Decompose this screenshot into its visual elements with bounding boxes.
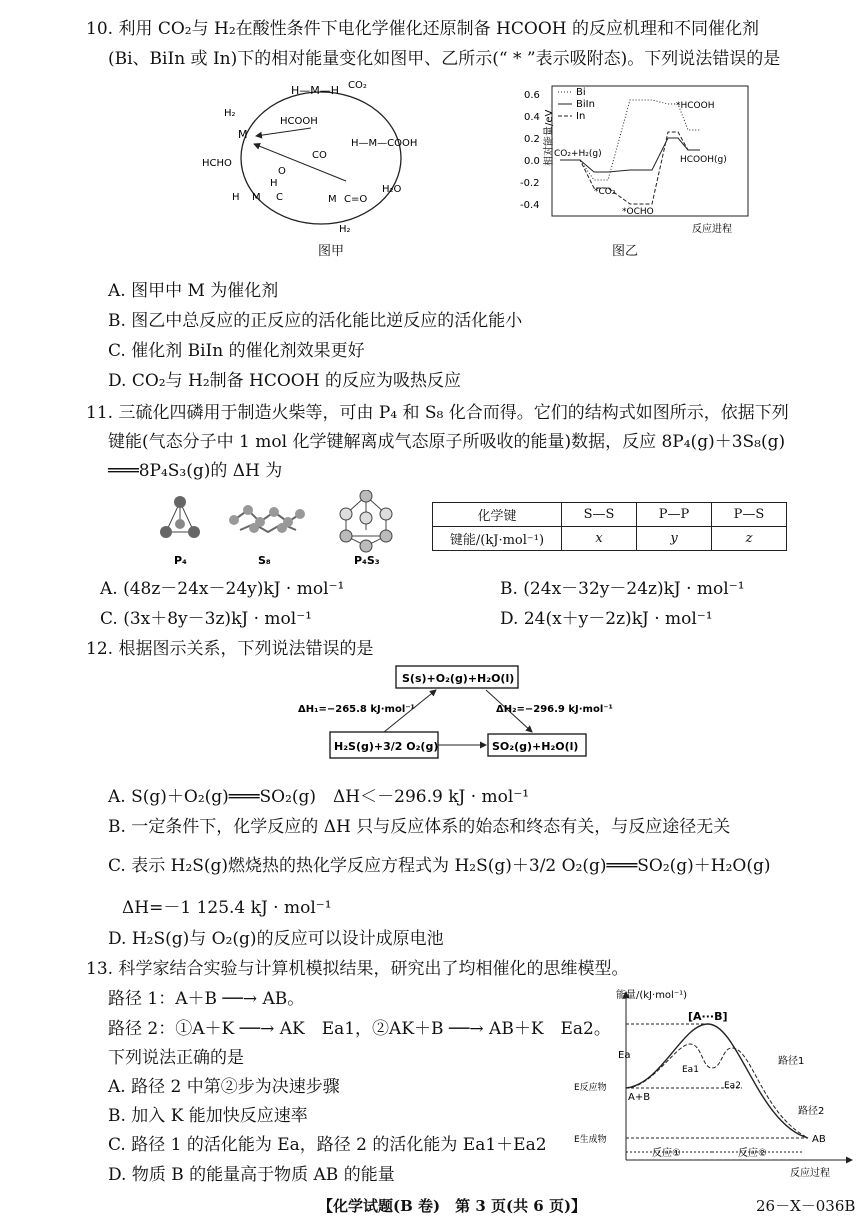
q11-molecule-structures: [150, 490, 410, 568]
q11-option-a[interactable]: A. (48z－24x－24y)kJ · mol⁻¹: [100, 579, 345, 599]
q12-stem: 12. 根据图示关系，下列说法错误的是: [86, 639, 374, 659]
q13-path1-label: 路径1: [778, 1056, 805, 1067]
jia-label-h2-bottom: H₂: [339, 224, 351, 235]
table-row-label: 键能/(kJ·mol⁻¹): [433, 527, 562, 551]
q13-product-label: AB: [812, 1134, 826, 1145]
yi-ann-reactants: CO₂+H₂(g): [554, 149, 602, 159]
q13-energy-diagram: [572, 984, 862, 1180]
table-header-bond: 化学键: [433, 503, 562, 527]
q10-stem-line1: 10. 利用 CO₂与 H₂在酸性条件下电化学催化还原制备 HCOOH 的反应机理和不同催化剂: [86, 19, 759, 39]
hess-right-box: SO₂(g)+H₂O(l): [492, 740, 579, 753]
jia-label-o: O: [278, 166, 286, 177]
yi-ytick-00: 0.0: [524, 156, 540, 167]
q13-stem: 13. 科学家结合实验与计算机模拟结果，研究出了均相催化的思维模型。: [86, 959, 629, 979]
jia-label-hmh: H—M—H: [291, 84, 340, 97]
yi-ytick-02: 0.2: [524, 134, 540, 145]
q10-option-c[interactable]: C. 催化剂 BiIn 的催化剂效果更好: [108, 341, 365, 361]
table-value-z: z: [712, 527, 787, 551]
table-header-pp: P—P: [637, 503, 712, 527]
jia-label-co-bond: C=O: [344, 194, 368, 205]
q12-option-d[interactable]: D. H₂S(g)与 O₂(g)的反应可以设计成原电池: [108, 929, 444, 949]
q13-path1-curve: [626, 1024, 808, 1138]
table-header-ss: S—S: [562, 503, 637, 527]
yi-ylabel: 相对能量/eV: [544, 109, 555, 166]
q13-ea2: Ea2: [724, 1081, 741, 1091]
fig-jia-cycle-diagram: [196, 76, 466, 236]
label-p4: P₄: [174, 554, 187, 567]
q13-e-reactant: E反应物: [574, 1083, 607, 1093]
table-header-ps: P—S: [712, 503, 787, 527]
q10-option-d[interactable]: D. CO₂与 H₂制备 HCOOH 的反应为吸热反应: [108, 371, 461, 391]
q13-path2-label: 路径2: [798, 1106, 825, 1117]
hess-dh1: ΔH₁=−265.8 kJ·mol⁻¹: [298, 704, 415, 715]
q13-ylabel: 能量/(kJ·mol⁻¹): [616, 990, 688, 1001]
q12-option-b[interactable]: B. 一定条件下，化学反应的 ΔH 只与反应体系的始态和终态有关，与反应途径无关: [108, 817, 731, 837]
table-value-y: y: [637, 527, 712, 551]
jia-label-c: C: [276, 192, 283, 203]
fig-yi-energy-chart: [500, 80, 770, 238]
q13-path2: 路径 2：①A＋K ──→ AK Ea1，②AK＋B ──→ AB＋K Ea2。: [108, 1019, 611, 1039]
q13-option-a[interactable]: A. 路径 2 中第②步为决速步骤: [108, 1077, 340, 1097]
footer-page-info: 【化学试题(B 卷) 第 3 页(共 6 页)】: [318, 1197, 587, 1215]
q13-option-d[interactable]: D. 物质 B 的能量高于物质 AB 的能量: [108, 1165, 395, 1185]
hess-dh2: ΔH₂=−296.9 kJ·mol⁻¹: [496, 704, 613, 715]
q13-xlabel: 反应过程: [790, 1168, 830, 1179]
q11-stem-line3: ═══8P₄S₃(g)的 ΔH 为: [108, 461, 283, 481]
jia-label-hcho: HCHO: [202, 158, 232, 169]
label-p4s3: P₄S₃: [354, 554, 380, 567]
footer-code: 26－X－036B: [756, 1197, 856, 1215]
yi-ytick-06: 0.6: [524, 90, 540, 101]
q11-option-b[interactable]: B. (24x－32y－24z)kJ · mol⁻¹: [500, 579, 745, 599]
jia-label-h-left: H: [232, 192, 240, 203]
p4s3-molecule: [340, 490, 392, 552]
q12-hess-diagram: [296, 662, 616, 766]
p4-molecule: [160, 496, 200, 538]
hess-top-box: S(s)+O₂(g)+H₂O(l): [402, 672, 515, 685]
jia-label-hcooh: HCOOH: [280, 116, 318, 127]
jia-label-h2-top: H₂: [224, 108, 236, 119]
jia-label-co2: CO₂: [348, 80, 367, 91]
q13-step2: 反应②: [738, 1148, 767, 1159]
jia-label-hmcooh: H—M—COOH: [351, 138, 418, 149]
yi-ann-ocho: *OCHO: [622, 207, 654, 217]
yi-ytick-04: 0.4: [524, 112, 540, 123]
q12-option-c[interactable]: C. 表示 H₂S(g)燃烧热的热化学反应方程式为 H₂S(g)＋3/2 O₂(g)═══SO₂(g)＋H₂O(g): [108, 856, 771, 876]
yi-ytick-m02: -0.2: [520, 178, 540, 189]
q10-stem-line2: (Bi、BiIn 或 In)下的相对能量变化如图甲、乙所示(“ * ”表示吸附态)。下列说法错误的是: [108, 49, 781, 69]
jia-label-h-mid: H: [270, 178, 278, 189]
q12-option-a[interactable]: A. S(g)＋O₂(g)═══SO₂(g) ΔH＜－296.9 kJ · mol⁻¹: [108, 787, 530, 807]
s8-molecule: [229, 505, 305, 533]
q13-option-c[interactable]: C. 路径 1 的活化能为 Ea，路径 2 的活化能为 Ea1＋Ea2: [108, 1135, 547, 1155]
q13-reactant-label: A+B: [628, 1092, 651, 1103]
jia-label-co: CO: [312, 150, 327, 161]
q13-step1: 反应①: [652, 1148, 681, 1159]
q13-prompt: 下列说法正确的是: [108, 1048, 244, 1068]
q10-option-b[interactable]: B. 图乙中总反应的正反应的活化能比逆反应的活化能小: [108, 311, 523, 331]
yi-legend-biin: BiIn: [576, 99, 595, 110]
q11-option-d[interactable]: D. 24(x＋y－2z)kJ · mol⁻¹: [500, 609, 713, 629]
table-value-x: x: [562, 527, 637, 551]
q13-peak-label: [A···B]: [688, 1010, 728, 1023]
q13-option-b[interactable]: B. 加入 K 能加快反应速率: [108, 1106, 308, 1126]
jia-label-h2o: H₂O: [382, 184, 402, 195]
jia-label-m-right: M: [328, 194, 337, 205]
q13-ea: Ea: [618, 1050, 631, 1061]
yi-legend-bi: Bi: [576, 87, 586, 98]
yi-legend-in: In: [576, 111, 586, 122]
fig-jia-caption: 图甲: [318, 244, 345, 259]
yi-series-in: [560, 132, 700, 204]
q11-stem-line2: 键能(气态分子中 1 mol 化学键解离成气态原子所吸收的能量)数据，反应 8P₄(g)＋3S₈(g): [108, 432, 786, 452]
jia-label-m-left: M: [238, 128, 248, 141]
bond-energy-table: [432, 502, 787, 551]
yi-ann-co2: *CO₂: [594, 187, 616, 197]
q11-stem-line1: 11. 三硫化四磷用于制造火柴等，可由 P₄ 和 S₈ 化合而得。它们的结构式如图所示，依据下列: [86, 403, 789, 423]
jia-label-m-bottom: M: [252, 192, 261, 203]
fig-yi-caption: 图乙: [612, 244, 639, 259]
q13-e-product: E生成物: [574, 1135, 607, 1145]
yi-xlabel: 反应进程: [692, 224, 732, 235]
yi-ann-hcooh: *HCOOH: [676, 101, 715, 111]
yi-ann-hcooh-g: HCOOH(g): [680, 155, 727, 165]
q10-option-a[interactable]: A. 图甲中 M 为催化剂: [108, 281, 279, 301]
q11-option-c[interactable]: C. (3x＋8y－3z)kJ · mol⁻¹: [100, 609, 312, 629]
q13-ea1: Ea1: [682, 1065, 699, 1075]
label-s8: S₈: [258, 554, 271, 567]
q13-path1: 路径 1：A＋B ──→ AB。: [108, 989, 305, 1009]
yi-ytick-m04: -0.4: [520, 200, 540, 211]
hess-left-box: H₂S(g)+3/2 O₂(g): [334, 740, 439, 753]
q12-option-c-dh: ΔH=－1 125.4 kJ · mol⁻¹: [122, 898, 332, 918]
